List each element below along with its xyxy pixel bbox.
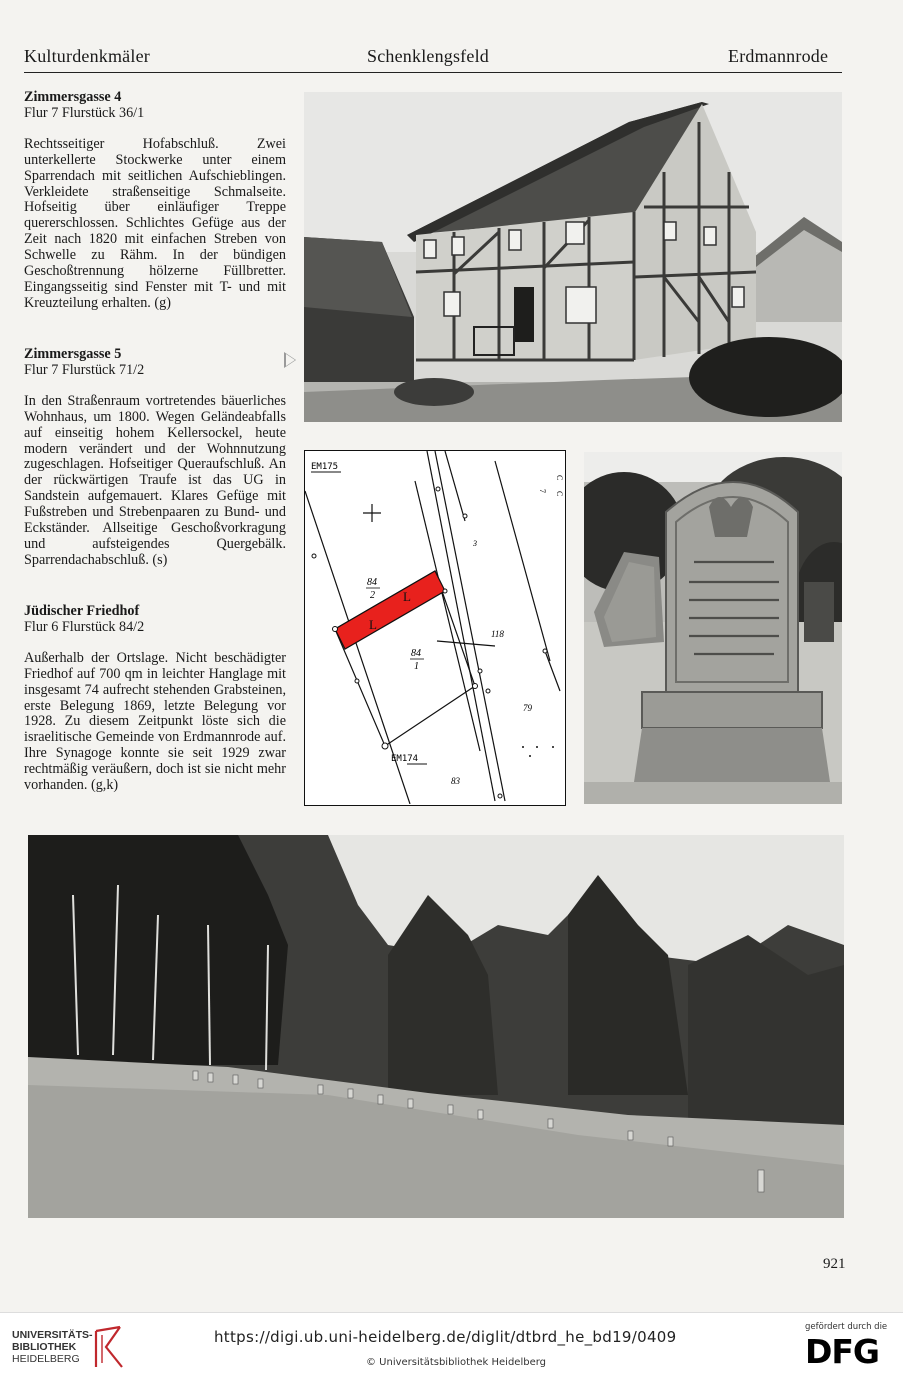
photo-jewish-cemetery-forest [28,835,844,1218]
funded-by-label: gefördert durch die [805,1322,888,1332]
running-header-center: Schenklengsfeld [367,46,489,66]
ub-heidelberg-logo[interactable] [12,1329,93,1365]
entry-parcel: Flur 7 Flurstück 36/1 [24,104,145,121]
page-number: 921 [823,1256,846,1272]
map-parcel-84-1-denominator: 1 [414,661,419,672]
map-label-corner-1: C [555,475,564,481]
entry-title: Zimmersgasse 4 [24,89,122,105]
entry-text: In den Straßenraum vortretendes bäuerliches Wohnhaus, um 1800. Wegen Geländeabfalls auf einseitig hohem Kellersockel, heute modern verändert und der Wohnnutzung zugeschlagen. Hofseitiger Queraufschluß. An der rückwärtigen Traufe ist das UG in Sandstein aufgemauert. Klares Gefüge mit Fußstreben und Strebenpaaren zu Bund- und Eckständer. Allseitige Geschoßvorkragung und aufsteigendes Quergebälk. Sparrendachabschluß. (s) [24,392,286,568]
permalink-url[interactable]: https://digi.ub.uni-heidelberg.de/diglit/dtbrd_he_bd19/0409 [214,1328,677,1346]
map-label-corner-2: C [555,491,564,497]
ub-logo-mark-icon [92,1323,126,1375]
entry-zimmersgasse-4 [24,90,286,312]
header-rule [24,72,842,73]
digital-library-footer [0,1312,903,1378]
entry-juedischer-friedhof [24,604,286,794]
map-label-83: 83 [451,776,460,786]
map-parcel-84-2-numerator: 84 [367,577,377,588]
copyright-notice: © Universitätsbibliothek Heidelberg [366,1357,547,1368]
photo-half-timbered-house [304,92,842,422]
map-label-3: 3 [473,539,477,548]
entry-parcel: Flur 7 Flurstück 71/2 [24,361,145,378]
photo-gravestone [584,452,842,804]
running-header-left: Kulturdenkmäler [24,46,150,66]
entry-zimmersgasse-5 [24,347,286,569]
entry-title: Zimmersgasse 5 [24,346,122,362]
logo-line-3: HEIDELBERG [12,1353,80,1365]
map-label-7: 7 [538,489,547,493]
map-label-l-left: L [369,617,377,632]
map-label-em174: EM174 [391,754,419,764]
cadastral-map [304,450,566,806]
map-parcel-84-2-denominator: 2 [370,590,375,601]
entry-text: Außerhalb der Ortslage. Nicht beschädigter Friedhof auf 700 qm in leichter Hanglage mit insgesamt 74 aufrecht stehenden Grabsteinen, erste Belegung 1869, letzte Belegung vor 1928. Zu diesem Zeitpunkt löste sich die israelitische Gemeinde von Erdmannrode auf. Ihre Synagoge konnte sie seit 1929 zwar rechtmäßig veräußern, doch ist sie nicht mehr vorhanden. (g,k) [24,649,286,794]
map-label-118: 118 [491,629,504,639]
logo-line-1: UNIVERSITÄTS- [12,1329,93,1341]
map-label-em175: EM175 [311,462,339,472]
map-parcel-84-1-numerator: 84 [411,648,421,659]
map-label-l-right: L [403,589,411,604]
entry-title: Jüdischer Friedhof [24,603,140,619]
running-header-right: Erdmannrode [728,46,829,66]
entry-text: Rechtsseitiger Hofabschluß. Zwei unterkellerte Stockwerke unter einem Sparrendach mit seitlichen Aufschieblingen. Verkleidete straßenseitige Schmalseite. Hofseitig über einläufiger Treppe quererschlossen. Schlichtes Gefüge aus der Zeit nach 1820 mit einfachen Streben von Schwelle zu Rähm. In der bündigen Geschoßtrennung hölzerne Füllbretter. Eingangsseitig sind Fenster mit T- und mit Kreuzteilung erhalten. (g) [24,135,286,311]
map-label-79: 79 [523,703,532,713]
entry-parcel: Flur 6 Flurstück 84/2 [24,618,145,635]
logo-line-2: BIBLIOTHEK [12,1341,77,1353]
dfg-logo[interactable]: DFG [805,1332,880,1371]
